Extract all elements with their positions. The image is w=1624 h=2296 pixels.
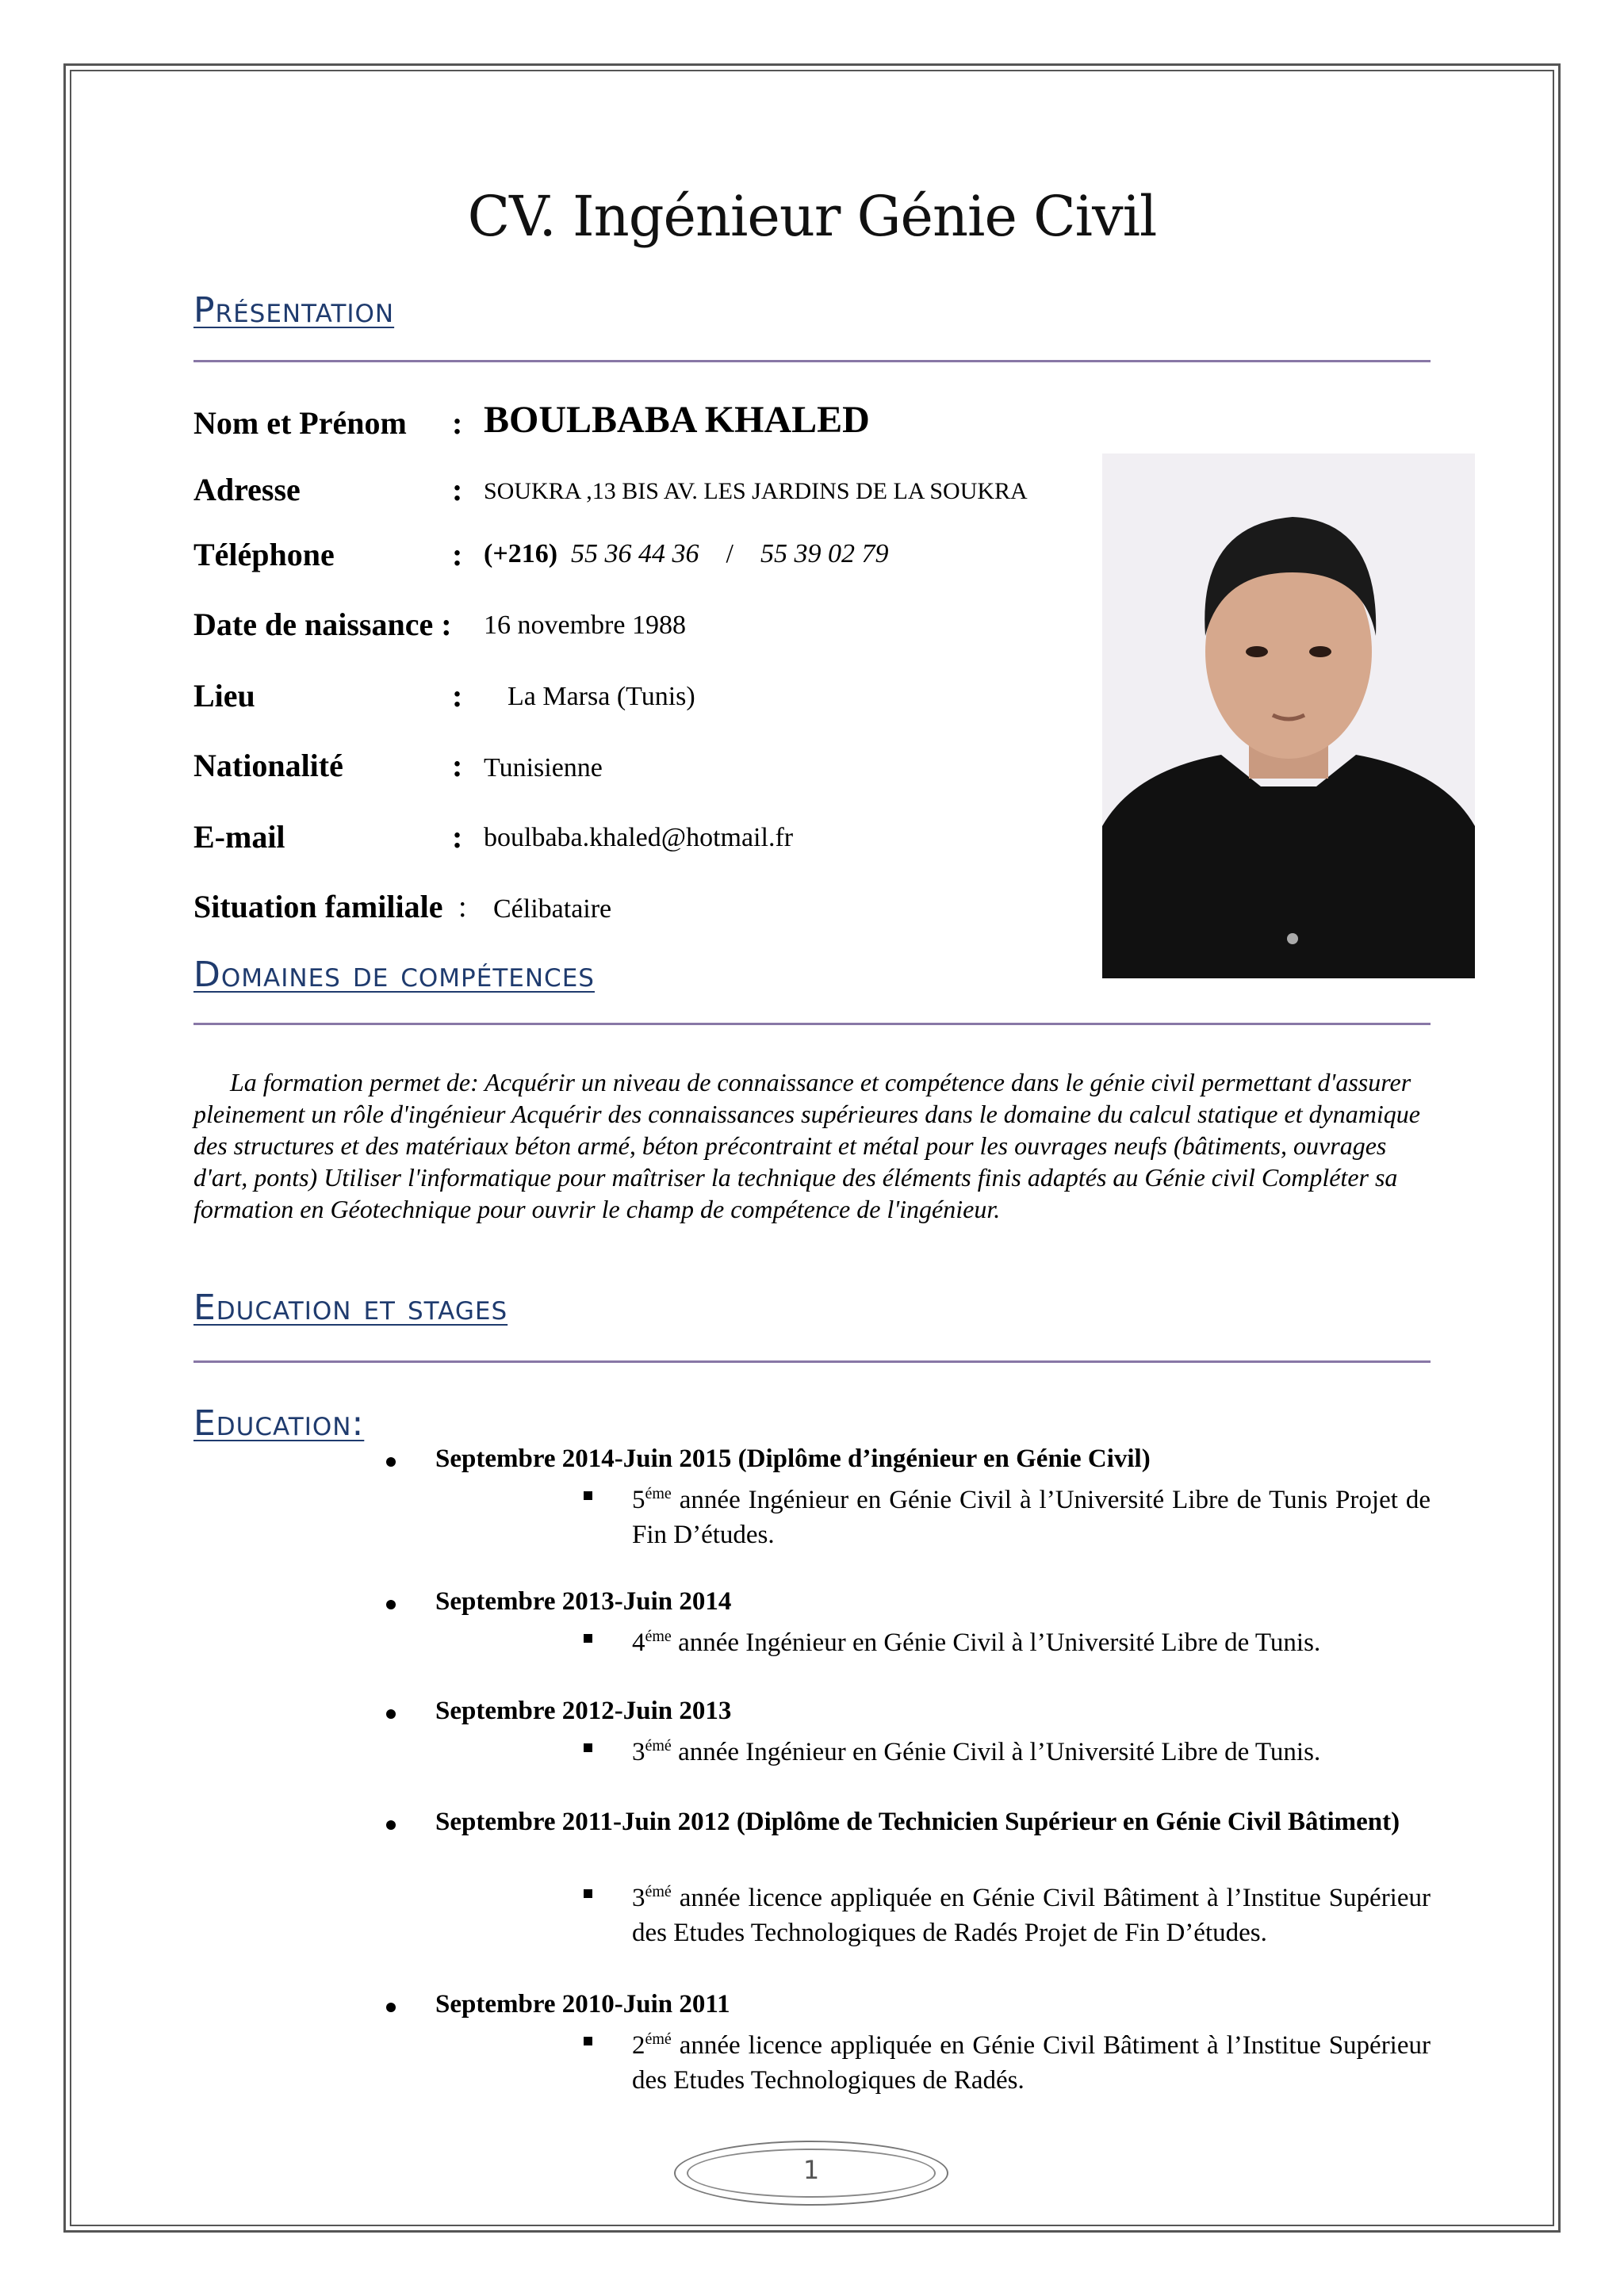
ordinal-suffix: éme [645, 1485, 672, 1502]
colon: : [452, 819, 463, 855]
education-detail [632, 2022, 1431, 2098]
colon: : [452, 748, 463, 783]
colon: : [452, 472, 463, 507]
telephone-number-1: 55 36 44 36 [571, 539, 699, 568]
profile-photo-illustration [1102, 453, 1475, 978]
education-period: Septembre 2012-Juin 2013 [435, 1697, 732, 1725]
ordinal-suffix: éme [645, 1628, 672, 1645]
bullet-dot [386, 1709, 396, 1719]
value-naissance: 16 novembre 1988 [484, 610, 686, 640]
competences-paragraph: La formation permet de: Acquérir un niveau de connaissance et compétence dans le génie civil permettant d'assurer pleinement un rôle d'ingénieur Acquérir des connaissances supérieures dans le domaine du calcul statique et dynamique des structures et des matériaux béton armé, béton précontraint et métal pour les ouvrages neufs (bâtiments, ouvrages d'art, ponts) Utiliser l'informatique pour maîtriser la technique des éléments finis adaptés au Génie civil Compléter sa formation en Géotechnique pour ouvrir le champ de compétence de l'ingénieur. [193, 1068, 1420, 1223]
education-period: Septembre 2013-Juin 2014 [435, 1587, 732, 1616]
education-detail-text: année licence appliquée en Génie Civil Bâtiment à l’Institue Supérieur des Etudes Technologiques de Radés Projet de Fin D’études. [632, 1884, 1431, 1947]
label-lieu: Lieu [193, 678, 255, 714]
education-detail-text: année Ingénieur en Génie Civil à l’Université Libre de Tunis Projet de Fin D’études. [632, 1486, 1431, 1549]
education-detail [632, 1476, 1431, 1552]
section-rule [193, 360, 1431, 362]
label-adresse: Adresse [193, 472, 301, 507]
label-naissance: Date de naissance : [193, 607, 452, 642]
ordinal-number: 5 [632, 1486, 645, 1514]
education-detail [632, 1874, 1431, 1950]
label-situation: Situation familiale [193, 889, 443, 924]
section-heading-education-stages: Education et stages [193, 1288, 508, 1328]
education-period: Septembre 2011-Juin 2012 (Diplôme de Technicien Supérieur en Génie Civil Bâtiment) [435, 1808, 1400, 1836]
education-detail-text: année licence appliquée en Génie Civil Bâtiment à l’Institue Supérieur des Etudes Technologiques de Radés. [632, 2031, 1431, 2095]
section-heading-competences: Domaines de compétences [193, 955, 595, 995]
bullet-dot [386, 2003, 396, 2012]
profile-photo [1102, 453, 1475, 978]
label-email: E-mail [193, 819, 285, 855]
value-lieu: La Marsa (Tunis) [508, 682, 695, 711]
value-adresse: SOUKRA ,13 BIS AV. LES JARDINS DE LA SOUKRA [484, 478, 1028, 504]
value-nationalite: Tunisienne [484, 753, 603, 783]
education-detail-text: année Ingénieur en Génie Civil à l’Université Libre de Tunis. [671, 1738, 1321, 1766]
ordinal-suffix: émé [645, 2030, 672, 2048]
label-telephone: Téléphone [193, 537, 335, 572]
label-nom: Nom et Prénom [193, 405, 407, 441]
bullet-dot [386, 1600, 396, 1609]
section-rule [193, 1023, 1431, 1025]
value-nom: BOULBABA KHALED [484, 399, 870, 441]
ordinal-number: 3 [632, 1738, 645, 1766]
page-number: 1 [802, 2155, 820, 2185]
bullet-square [584, 1634, 592, 1643]
telephone-separator: / [726, 539, 733, 568]
value-telephone [484, 539, 888, 569]
bullet-dot [386, 1457, 396, 1467]
education-detail [632, 1728, 1431, 1770]
ordinal-number: 2 [632, 2031, 645, 2060]
telephone-number-2: 55 39 02 79 [760, 539, 889, 568]
colon: : [452, 405, 463, 441]
colon: : [458, 890, 467, 924]
bullet-square [584, 1889, 592, 1898]
colon: : [452, 537, 463, 572]
telephone-prefix: (+216) [484, 539, 558, 568]
ordinal-suffix: émé [645, 1883, 672, 1900]
section-heading-presentation: Présentation [193, 290, 395, 331]
section-heading-education: Education: [193, 1403, 365, 1444]
education-detail [632, 1619, 1431, 1660]
bullet-dot [386, 1820, 396, 1830]
value-email: boulbaba.khaled@hotmail.fr [484, 823, 794, 852]
label-nationalite: Nationalité [193, 748, 343, 783]
education-period: Septembre 2010-Juin 2011 [435, 1990, 730, 2019]
document-title: CV. Ingénieur Génie Civil [467, 184, 1157, 249]
colon: : [452, 678, 463, 714]
ordinal-number: 3 [632, 1884, 645, 1912]
education-detail-text: année Ingénieur en Génie Civil à l’Université Libre de Tunis. [671, 1628, 1321, 1657]
ordinal-suffix: émé [645, 1737, 672, 1755]
ordinal-number: 4 [632, 1628, 645, 1657]
bullet-square [584, 2037, 592, 2045]
education-period: Septembre 2014-Juin 2015 (Diplôme d’ingénieur en Génie Civil) [435, 1445, 1151, 1473]
value-situation: Célibataire [493, 894, 612, 924]
section-rule [193, 1360, 1431, 1363]
bullet-square [584, 1491, 592, 1500]
bullet-square [584, 1743, 592, 1752]
